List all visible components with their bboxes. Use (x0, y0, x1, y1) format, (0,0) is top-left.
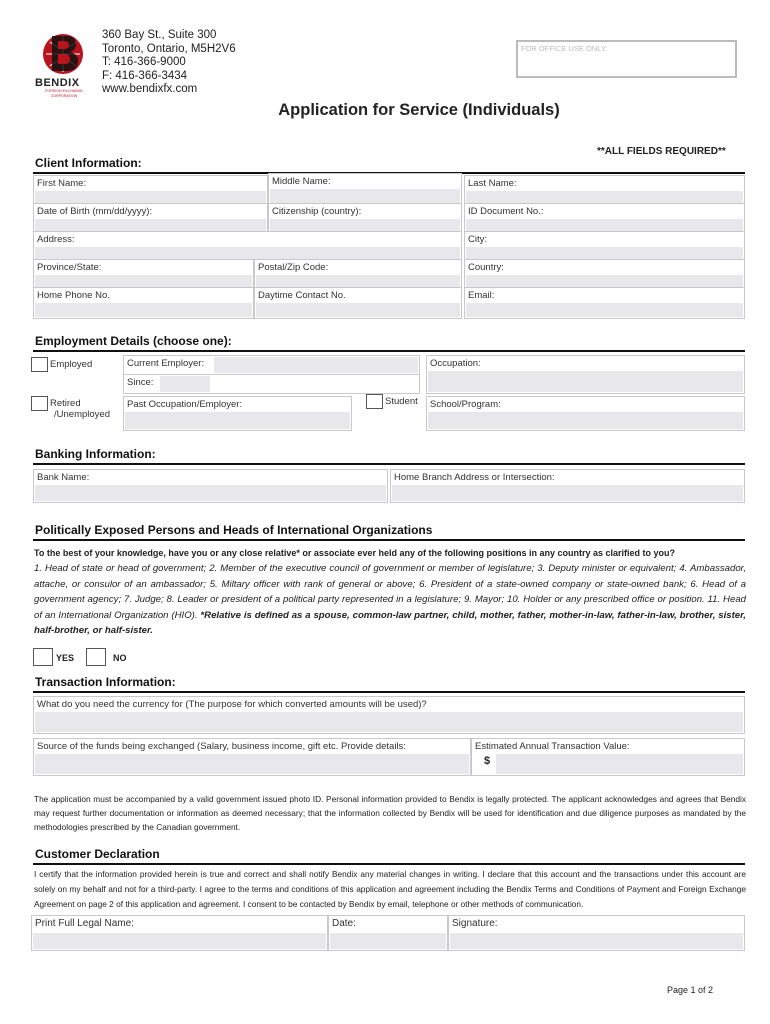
school-program-label: School/Program: (430, 399, 501, 410)
annual-value-field[interactable] (471, 738, 745, 776)
bendix-logo (32, 30, 94, 98)
pep-relative-definition: *Relative is defined as a spouse, common-law partner, child, mother, father, mother-in-law, father-in-law, brother, sister, half-brother, or half-sister. (34, 609, 746, 637)
office-use-label: FOR OFFICE USE ONLY: (521, 44, 608, 53)
postal-code-label: Postal/Zip Code: (258, 262, 329, 273)
dollar-sign: $ (484, 755, 491, 767)
employment-section-title: Employment Details (choose one): (35, 334, 232, 348)
retired-checkbox[interactable] (31, 396, 48, 411)
postal-code-field[interactable] (254, 259, 462, 289)
pep-yes-checkbox[interactable] (33, 648, 53, 666)
id-document-field[interactable] (464, 203, 745, 233)
logo-wordmark: BENDIX (35, 77, 80, 89)
required-note: **ALL FIELDS REQUIRED** (597, 146, 726, 157)
company-address (102, 29, 236, 97)
since-label: Since: (127, 377, 154, 388)
since-field[interactable] (123, 374, 420, 394)
city-field[interactable] (464, 231, 745, 261)
phone-number: T: 416-366-9000 (102, 56, 186, 68)
pep-positions-list: 1. Head of state or head of government; 2. Member of the executive council of government or member of legislature; 3. Deputy minister or equivalent; 4. Ambassador, attache, or consulor of an ambassador; 5. Miltary officer with rank of general or above; 6. President of a state-owned company or state-owned bank; 6. Head of a government agency; 7. Judge; 8. Leader or president of a political party represented in a legislature; 9. Mayor; 10. Holder or any prescribed office or position. 11. Head of an International Organization (HIO). (34, 563, 746, 621)
first-name-field[interactable] (33, 175, 268, 205)
last-name-label: Last Name: (468, 178, 517, 189)
bank-name-field[interactable] (33, 469, 388, 503)
current-employer-label: Current Employer: (127, 358, 205, 369)
retired-label-line1: Retired (50, 398, 81, 409)
retired-label (50, 398, 110, 420)
province-field[interactable] (33, 259, 254, 289)
fax-number: F: 416-366-3434 (102, 69, 188, 82)
employed-checkbox[interactable] (31, 357, 48, 372)
employed-label: Employed (50, 359, 93, 370)
annual-value-label: Estimated Annual Transaction Value: (475, 741, 630, 752)
banking-section-title: Banking Information: (35, 447, 156, 461)
print-name-field[interactable] (31, 915, 328, 951)
id-document-label: ID Document No.: (468, 206, 544, 217)
signature-field[interactable] (448, 915, 745, 951)
purpose-label: What do you need the currency for (The purpose for which converted amounts will be used)? (37, 699, 427, 710)
client-section-title: Client Information: (35, 156, 142, 170)
first-name-label: First Name: (37, 178, 87, 189)
country-label: Country: (468, 262, 504, 273)
address-line-2: Toronto, Ontario, M5H2V6 (102, 42, 236, 55)
middle-name-field[interactable] (268, 173, 462, 205)
pep-no-label: NO (113, 653, 127, 663)
home-branch-field[interactable] (390, 469, 745, 503)
pep-no-checkbox[interactable] (86, 648, 106, 666)
past-occupation-label: Past Occupation/Employer: (127, 399, 243, 410)
declaration-section-rule (33, 863, 745, 865)
province-label: Province/State: (37, 262, 102, 273)
bank-name-label: Bank Name: (37, 472, 90, 483)
daytime-contact-label: Daytime Contact No. (258, 290, 346, 301)
dob-field[interactable] (33, 203, 268, 233)
source-of-funds-label: Source of the funds being exchanged (Salary, business income, gift etc. Provide details: (37, 741, 406, 752)
student-label: Student (385, 396, 418, 407)
banking-section-rule (33, 463, 745, 465)
email-field[interactable] (464, 287, 745, 319)
page-number: Page 1 of 2 (667, 985, 714, 995)
pep-question: To the best of your knowledge, have you or any close relative* or associate ever held any of the following positions in any country as clarified to you? (34, 548, 675, 558)
pep-yes-label: YES (56, 653, 75, 663)
website-link[interactable]: www.bendixfx.com (102, 83, 198, 95)
past-occupation-field[interactable] (123, 396, 352, 431)
address-line-1: 360 Bay St., Suite 300 (102, 29, 217, 41)
address-field[interactable] (33, 231, 462, 261)
pep-list (34, 561, 746, 639)
employment-section-rule (33, 350, 745, 352)
home-phone-field[interactable] (33, 287, 254, 319)
pep-section-title: Politically Exposed Persons and Heads of International Organizations (35, 523, 433, 537)
occupation-field[interactable] (426, 355, 745, 394)
address-label: Address: (37, 234, 75, 245)
dob-label: Date of Birth (mm/dd/yyyy): (37, 206, 153, 217)
citizenship-label: Citizenship (country): (272, 206, 362, 217)
logo-subtext: FOREIGN EXCHANGE CORPORATION (45, 89, 83, 98)
photo-id-notice: The application must be accompanied by a valid government issued photo ID. Personal information provided to Bendix is legally protected. The applicant acknowledges and agrees that Bendix may request further documentation or information as deemed necessary; that the information collected by Bendix will be used for identification and due diligence purposes as mandated by the methodologies prescribed by the Canadian government. (34, 794, 746, 832)
print-name-label: Print Full Legal Name: (35, 918, 134, 929)
citizenship-field[interactable] (268, 203, 462, 233)
transaction-section-title: Transaction Information: (35, 675, 176, 689)
signature-label: Signature: (452, 918, 498, 929)
purpose-field[interactable] (33, 696, 745, 734)
student-checkbox[interactable] (366, 394, 383, 409)
declaration-section-title: Customer Declaration (35, 847, 160, 861)
retired-label-line2: /Unemployed (54, 409, 110, 420)
declaration-text: I certify that the information provided herein is true and correct and shall notify Bendix any material changes in writing. I declare that this account and the transactions under this account are solely on my behalf and not for a third-party. I agree to the terms and conditions of this application and agreement including the Bendix Terms and Conditions of Payment and Foreign Exchange Agreement on page 2 of this application and agreement. I consent to be contacted by Bendix by email, telephone or other methods of communication. (34, 869, 746, 909)
current-employer-field[interactable] (123, 355, 420, 375)
date-field[interactable] (328, 915, 448, 951)
source-of-funds-field[interactable] (33, 738, 471, 776)
home-phone-label: Home Phone No. (37, 290, 110, 301)
occupation-label: Occupation: (430, 358, 481, 369)
office-use-box (516, 40, 737, 78)
middle-name-label: Middle Name: (272, 176, 331, 187)
school-program-field[interactable] (426, 396, 745, 431)
pep-section-rule (33, 539, 745, 541)
transaction-section-rule (33, 691, 745, 693)
last-name-field[interactable] (464, 175, 745, 205)
daytime-contact-field[interactable] (254, 287, 462, 319)
country-field[interactable] (464, 259, 745, 289)
home-branch-label: Home Branch Address or Intersection: (394, 472, 555, 483)
city-label: City: (468, 234, 487, 245)
form-title: Application for Service (Individuals) (278, 101, 560, 119)
date-label: Date: (332, 918, 356, 929)
email-label: Email: (468, 290, 495, 301)
